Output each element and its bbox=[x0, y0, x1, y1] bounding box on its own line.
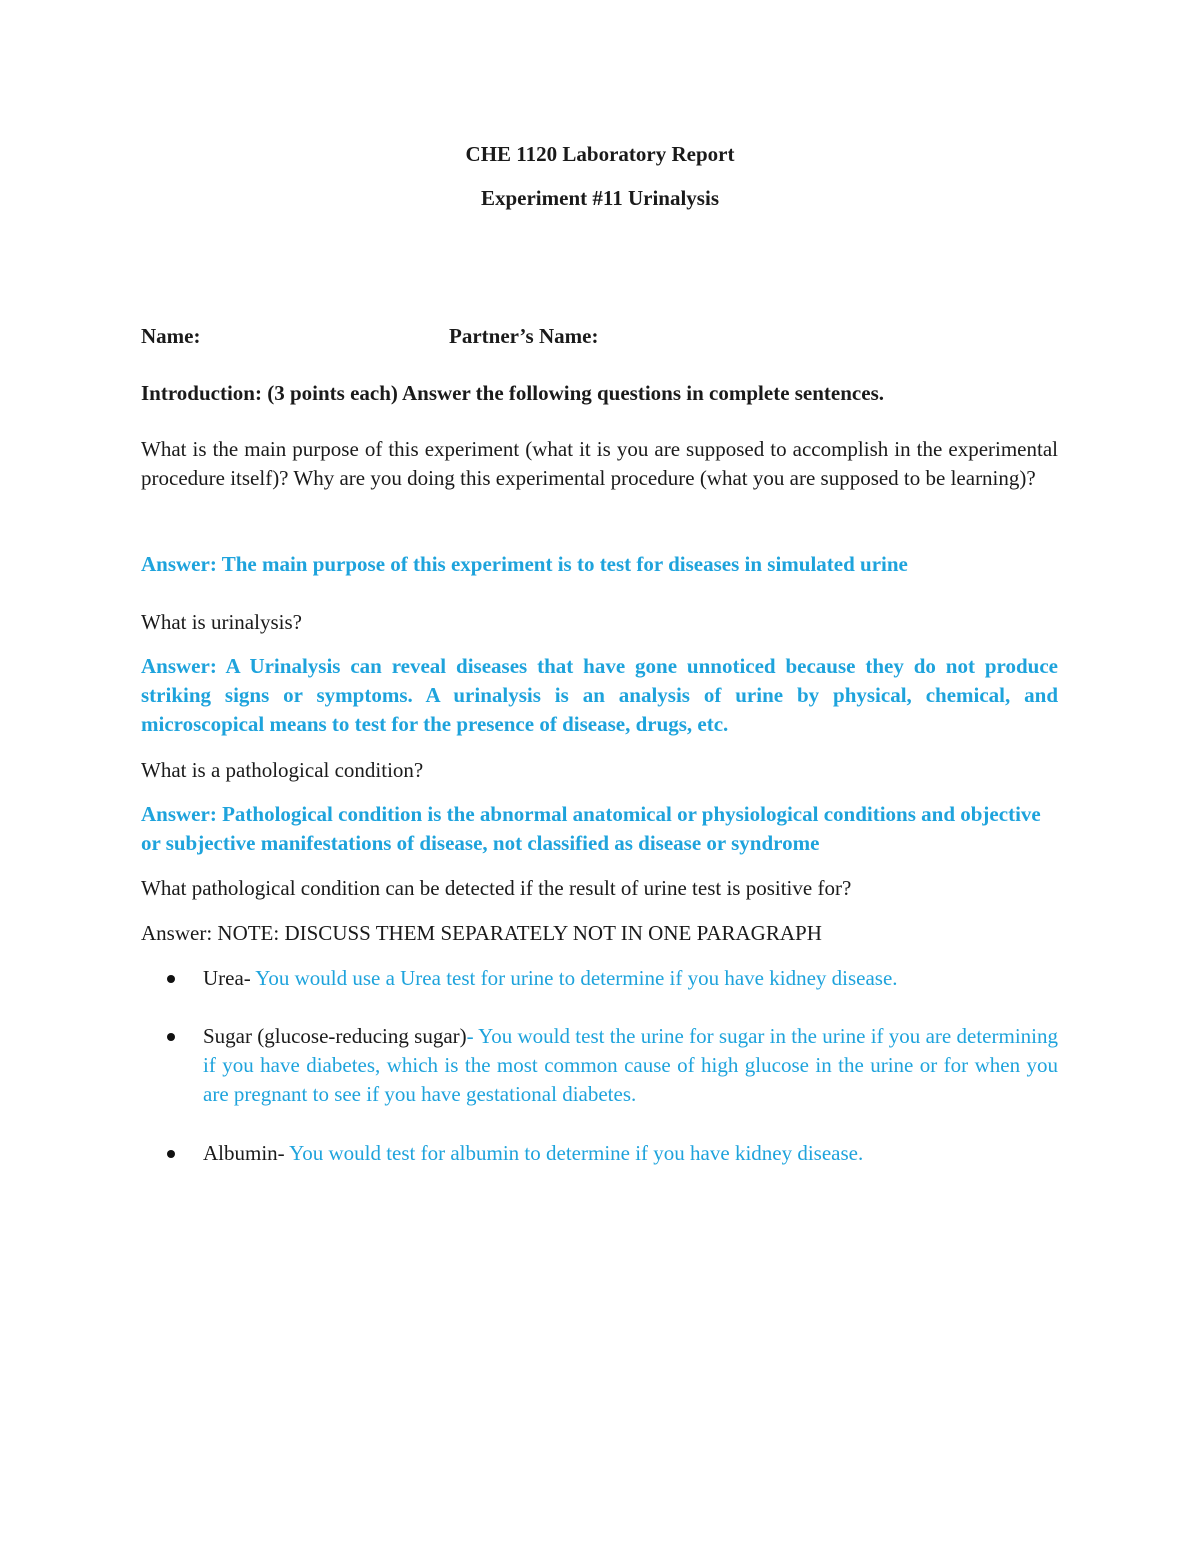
question-3: What is a pathological condition? bbox=[141, 758, 424, 782]
question-1: What is the main purpose of this experiment (what it is you are supposed to accomplish in the experimental procedure itself)? Why are you doing this experimental procedure (what you are supposed to be learning)? bbox=[141, 437, 1058, 490]
test-term: Urea- bbox=[203, 966, 251, 990]
test-term: Sugar (glucose-reducing sugar) bbox=[203, 1024, 467, 1048]
answer-1: Answer: The main purpose of this experiment is to test for diseases in simulated urine bbox=[141, 552, 908, 576]
partner-name-label: Partner’s Name: bbox=[449, 324, 599, 348]
question-2: What is urinalysis? bbox=[141, 610, 302, 634]
document-subtitle: Experiment #11 Urinalysis bbox=[480, 186, 719, 210]
test-description: You would test for albumin to determine if you have kidney disease. bbox=[284, 1141, 864, 1165]
document-title: CHE 1120 Laboratory Report bbox=[465, 142, 735, 166]
bullet-icon bbox=[167, 1150, 175, 1158]
bullet-icon bbox=[167, 975, 175, 983]
question-4: What pathological condition can be detected if the result of urine test is positive for? bbox=[141, 876, 852, 900]
name-label: Name: bbox=[141, 324, 201, 348]
intro-heading: Introduction: (3 points each) Answer the following questions in complete sentences. bbox=[141, 381, 884, 405]
test-description: You would use a Urea test for urine to determine if you have kidney disease. bbox=[250, 966, 898, 990]
answer-3: Answer: Pathological condition is the abnormal anatomical or physiological conditions and objective or subjective manifestations of disease, not classified as disease or syndrome bbox=[141, 802, 1041, 855]
answer-2: Answer: A Urinalysis can reveal diseases that have gone unnoticed because they do not produce striking signs or symptoms. A urinalysis is an analysis of urine by physical, chemical, and microscopical means to test for the presence of disease, drugs, etc. bbox=[141, 654, 1058, 736]
test-description: - You would test the urine for sugar in the urine if you are determining if you have diabetes, which is the most common cause of high glucose in the urine or for when you are pregnant to see if you have gestational diabetes. bbox=[203, 1024, 1058, 1106]
test-term: Albumin- bbox=[203, 1141, 285, 1165]
bullet-icon bbox=[167, 1033, 175, 1041]
answer-4-note: Answer: NOTE: DISCUSS THEM SEPARATELY NOT IN ONE PARAGRAPH bbox=[141, 921, 822, 945]
